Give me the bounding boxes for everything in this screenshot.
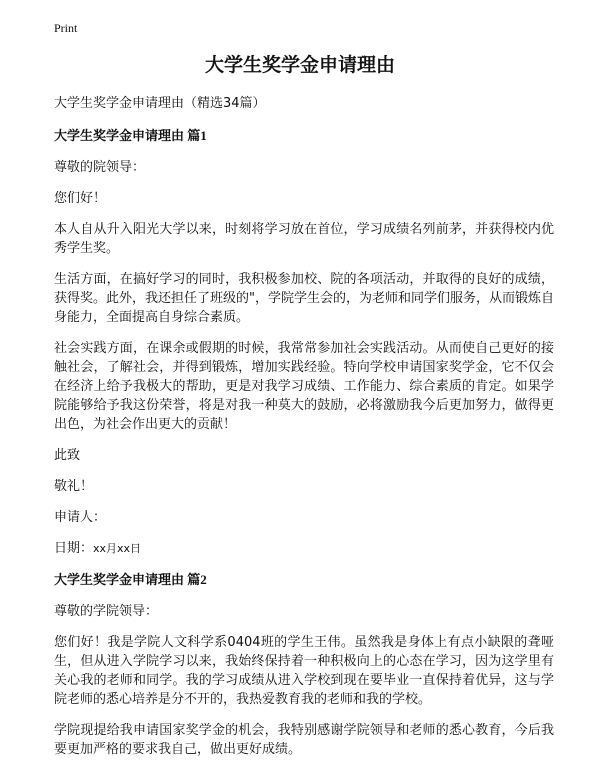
paragraph: 生活方面，在搞好学习的同时，我积极参加校、院的各项活动，并取得的良好的成绩，获得奖。此外，我还担任了班级的"，学院学生会的，为老师和同学们服务，从而锻炼自身能力，全面提高自身综合素质。 <box>54 272 554 325</box>
closing-line: 此致 <box>54 448 81 463</box>
section-1 <box>54 126 554 558</box>
salutation: 尊敬的学院领导： <box>54 604 159 619</box>
paragraph: 本人自从升入阳光大学以来，时刻将学习放在首位，学习成绩名列前茅，并获得校内优秀学生奖。 <box>54 222 554 256</box>
date-value: xx月xx日 <box>93 542 142 555</box>
section-heading-number: 篇2 <box>187 572 207 587</box>
document-subtitle: 大学生奖学金申请理由（精选34篇） <box>54 96 266 111</box>
document-body <box>54 94 554 771</box>
section-2 <box>54 570 554 759</box>
date-label: 日期： <box>54 541 94 556</box>
section-heading-number: 篇1 <box>187 128 207 143</box>
closing-salute: 敬礼！ <box>54 479 94 494</box>
section-heading <box>54 570 554 590</box>
section-heading-text: 大学生奖学金申请理由 <box>54 573 185 588</box>
greeting: 您们好！ <box>54 191 107 206</box>
paragraph: 社会实践方面，在课余或假期的时候，我常常参加社会实践活动。从而使自己更好的接触社会，了解社会，并得到锻炼，增加实践经验。特向学校申请国家奖学金，它不仅会在经济上给予我极大的帮助，更是对我学习成绩、工作能力、综合素质的肯定。如果学院能够给予我这份荣誉，将是对我一种莫大的鼓励，必将激励我今后更加努力，做得更出色，为社会作出更大的贡献！ <box>54 341 554 432</box>
section-heading-text: 大学生奖学金申请理由 <box>54 129 185 144</box>
paragraph: 学院现提给我申请国家奖学金的机会，我特别感谢学院领导和老师的悉心教育，今后我要更加严格的要求我自己，做出更好成绩。 <box>54 723 554 757</box>
applicant-line: 申请人： <box>54 510 107 525</box>
print-link[interactable]: Print <box>54 21 78 35</box>
paragraph: 您们好！我是学院人文科学系0404班的学生王伟。虽然我是身体上有点小缺限的聋哑生，但从进入学院学习以来，我始终保持着一种积极向上的心态在学习，因为这学里有关心我的老师和同学。我的学习成绩从进入学校到现在要毕业一直保持着优异，这与学院老师的悉心培养是分不开的，我热爱教育我的老师和我的学校。 <box>54 635 554 707</box>
page-title: 大学生奖学金申请理由 <box>204 54 395 76</box>
section-heading <box>54 126 554 146</box>
salutation: 尊敬的院领导： <box>54 160 146 175</box>
date-line <box>54 539 554 558</box>
